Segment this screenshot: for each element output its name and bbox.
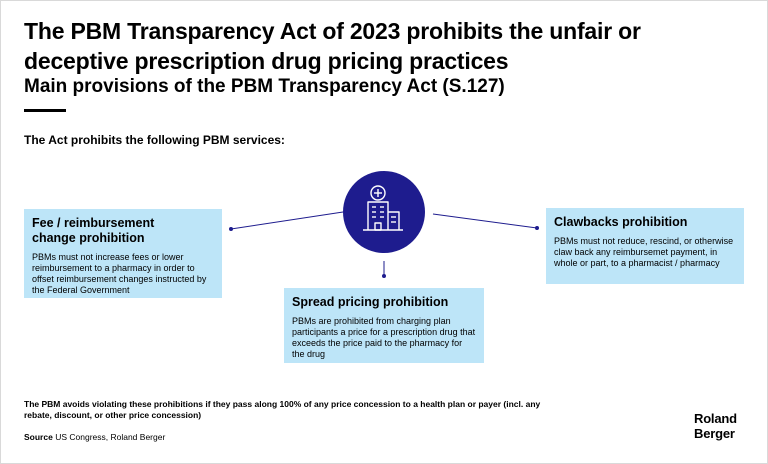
connector-down-dot <box>382 274 386 278</box>
page-subtitle: Main provisions of the PBM Transparency Act (S.127) <box>24 76 505 97</box>
logo-line-2: Berger <box>694 426 735 441</box>
source-label: Source <box>24 432 53 442</box>
provision-body: PBMs must not increase fees or lower reimbursement to a pharmacy in order to offset reimbursement changes instructed by the Federal Government <box>32 252 207 295</box>
connector-right <box>433 214 537 228</box>
connector-right-dot <box>535 226 539 230</box>
logo-line-1: Roland <box>694 411 737 426</box>
connector-left-dot <box>229 227 233 231</box>
source-text: US Congress, Roland Berger <box>55 432 166 442</box>
provision-heading: Spread pricing prohibition <box>292 295 449 309</box>
provision-heading: Clawbacks prohibition <box>554 215 688 229</box>
provision-heading: Fee / reimbursement change prohibition <box>32 216 155 245</box>
provision-body: PBMs must not reduce, rescind, or otherwise claw back any reimbursemet payment, in whole or part, to a pharmacist / pharmacy <box>554 236 734 268</box>
provision-card-spread-pricing <box>284 288 484 363</box>
page-title: The PBM Transparency Act of 2023 prohibits the unfair or deceptive prescription drug pricing practices <box>24 18 641 74</box>
source-line <box>24 432 165 443</box>
provision-card-clawbacks <box>546 208 744 284</box>
hospital-building-icon <box>343 171 425 253</box>
footnote: The PBM avoids violating these prohibitions if they pass along 100% of any price concession to a health plan or payer (incl. any rebate, discount, or other price concession) <box>24 399 541 420</box>
section-lead: The Act prohibits the following PBM services: <box>24 133 285 147</box>
roland-berger-logo <box>694 411 737 441</box>
provision-body: PBMs are prohibited from charging plan participants a price for a prescription drug that exceeds the price paid to the pharmacy for the drug <box>292 316 476 359</box>
connector-left <box>231 212 343 229</box>
provision-card-fee-reimbursement <box>24 209 222 298</box>
